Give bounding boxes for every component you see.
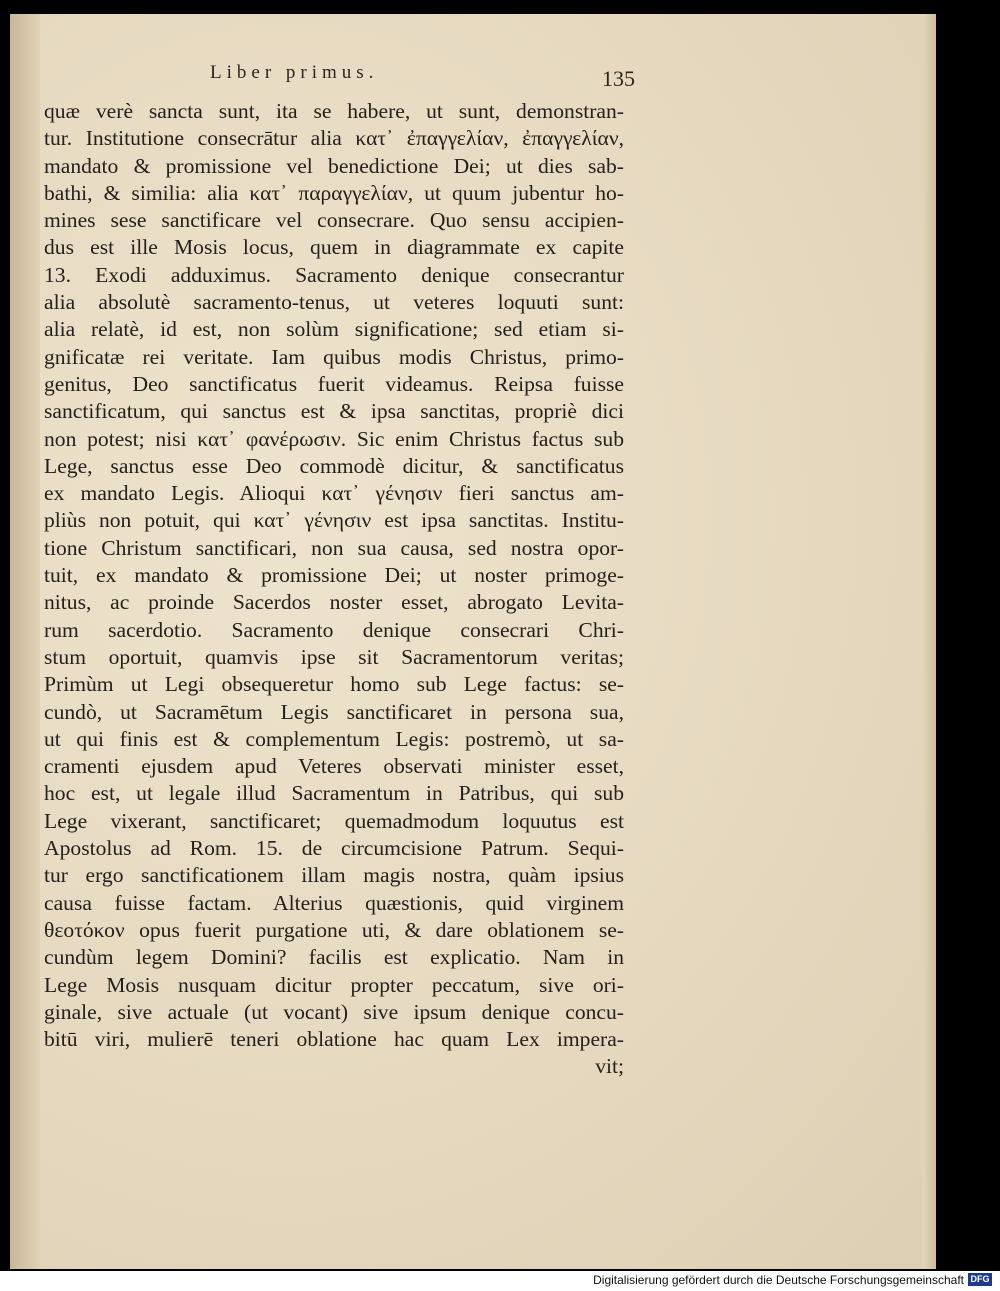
text-line: alia absolutè sacramento-tenus, ut veteres loquuti sunt: (44, 290, 624, 315)
page-gutter (10, 14, 40, 1269)
text-line: tuit, ex mandato & promissione Dei; ut noster primoge- (44, 563, 624, 588)
text-line: bathi, & similia: alia κατ᾽ παραγγελίαν, ut quum jubentur ho- (44, 180, 624, 205)
text-line: Lege vixerant, sanctificaret; quemadmodum loquutus est (44, 808, 624, 833)
text-line: pliùs non potuit, qui κατ᾽ γένησιν est ipsa sanctitas. Institu- (44, 508, 624, 533)
text-line: ginale, sive actuale (ut vocant) sive ipsum denique concu- (44, 999, 624, 1024)
page-number: 135 (602, 66, 635, 91)
text-line: alia relatè, id est, non solùm significatione; sed etiam si- (44, 317, 624, 342)
book-page (10, 14, 936, 1269)
text-line: vit; (595, 1054, 624, 1079)
text-line: tione Christum sanctificari, non sua causa, sed nostra opor- (44, 535, 624, 560)
text-line: ex mandato Legis. Alioqui κατ᾽ γένησιν fieri sanctus am- (44, 481, 624, 506)
text-line: genitus, Deo sanctificatus fuerit videamus. Reipsa fuisse (44, 371, 624, 396)
text-line: hoc est, ut legale illud Sacramentum in Patribus, qui sub (44, 781, 624, 806)
text-line: non potest; nisi κατ᾽ φανέρωσιν. Sic enim Christus factus sub (44, 426, 624, 451)
text-line: θεοτόκον opus fuerit purgatione uti, & dare oblationem se- (44, 917, 624, 942)
funding-notice: Digitalisierung gefördert durch die Deutsche Forschungsgemeinschaft (593, 1273, 964, 1287)
text-line: sanctificatum, qui sanctus est & ipsa sanctitas, propriè dici (44, 399, 624, 424)
text-line: mandato & promissione vel benedictione Dei; ut dies sab- (44, 153, 624, 178)
text-line: Lege, sanctus esse Deo commodè dicitur, & sanctificatus (44, 453, 624, 478)
text-line: tur. Institutione consecrātur alia κατ᾽ ἐπαγγελίαν, ἐπαγγελίαν, (44, 126, 624, 151)
text-line: Primùm ut Legi obsequeretur homo sub Lege factus: se- (44, 672, 624, 697)
text-line: dus est ille Mosis locus, quem in diagrammate ex capite (44, 235, 624, 260)
text-line: tur ergo sanctificationem illam magis nostra, quàm ipsius (44, 863, 624, 888)
text-line: stum oportuit, quamvis ipse sit Sacramentorum veritas; (44, 644, 624, 669)
dfg-logo: DFG (968, 1273, 992, 1286)
text-line: cundò, ut Sacramētum Legis sanctificaret in persona sua, (44, 699, 624, 724)
text-line: Apostolus ad Rom. 15. de circumcisione Patrum. Sequi- (44, 836, 624, 861)
text-line: ut qui finis est & complementum Legis: postremò, ut sa- (44, 726, 624, 751)
text-line: cramenti ejusdem apud Veteres observati minister esset, (44, 754, 624, 779)
text-line: bitū viri, mulierē teneri oblatione hac quam Lex impera- (44, 1027, 624, 1052)
text-line: mines sese sanctificare vel consecrare. Quo sensu accipien- (44, 208, 624, 233)
text-line: causa fuisse factam. Alterius quæstionis, quid virginem (44, 890, 624, 915)
text-line: gnificatæ rei veritate. Iam quibus modis Christus, primo- (44, 344, 624, 369)
text-line: Lege Mosis nusquam dicitur propter peccatum, sive ori- (44, 972, 624, 997)
text-line: quæ verè sancta sunt, ita se habere, ut sunt, demonstran- (44, 99, 624, 123)
text-line: rum sacerdotio. Sacramento denique consecrari Chri- (44, 617, 624, 642)
text-line: nitus, ac proinde Sacerdos noster esset, abrogato Levita- (44, 590, 624, 615)
body-text (44, 98, 624, 1081)
page-edge (922, 14, 936, 1269)
running-title: Liber primus. (210, 62, 379, 83)
text-line: cundùm legem Domini? facilis est explicatio. Nam in (44, 945, 624, 970)
text-line: 13. Exodi adduximus. Sacramento denique consecrantur (44, 262, 624, 287)
